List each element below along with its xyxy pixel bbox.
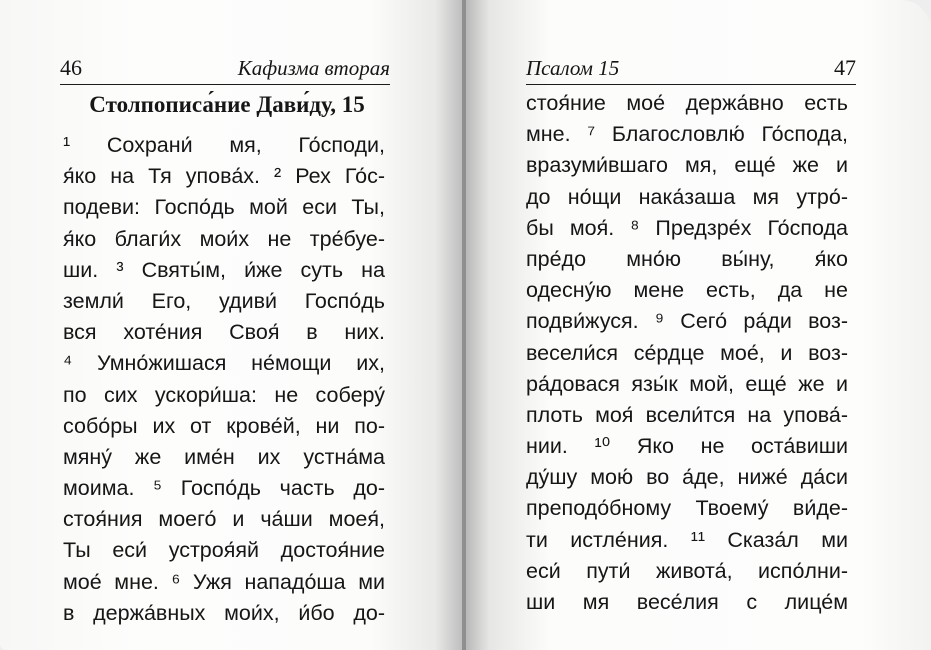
text-line: стоя́ние мое́ держа́вно есть [526, 91, 848, 115]
text-line: весели́ся се́рдце мое́, и воз- [526, 340, 848, 365]
right-running-header [526, 56, 856, 85]
right-text-block [526, 88, 848, 618]
left-page-number: 46 [60, 55, 82, 80]
text-line: собо́ры их от крове́й, ни по- [63, 413, 385, 438]
text-line: в держа́вных мои́х, и́бо до- [63, 600, 385, 625]
text-line: нии. ¹⁰ Яко не оста́виши [526, 434, 848, 459]
text-line: мяну́ же име́н их устна́ма [63, 444, 385, 469]
text-line: я́ко на Тя упова́х. ² Рех Го́с- [63, 164, 385, 189]
text-line: стоя́ния моего́ и ча́ши моея́, [63, 507, 385, 532]
text-line: ши мя весе́лия с лице́м [526, 590, 848, 614]
text-line: вся хоте́ния Своя́ в них. [63, 320, 385, 345]
text-line: подви́жуся. ⁹ Сего́ ра́ди воз- [526, 309, 848, 334]
text-line: плоть моя́ всели́тся на упова́- [526, 402, 848, 427]
right-running-title: Псалом 15 [526, 56, 620, 80]
left-running-header [60, 56, 390, 85]
left-running-title: Кафизма вторая [237, 56, 390, 80]
text-line: Ты еси́ устроя́яй достоя́ние [63, 538, 385, 563]
text-line: подеви: Госпо́дь мой еси Ты, [63, 195, 385, 220]
text-line: бы моя́. ⁸ Предзре́х Го́спода [526, 215, 848, 240]
text-line: еси́ пути́ живота́, испо́лни- [526, 558, 848, 583]
text-line: ду́шу мою́ во а́де, ниже́ да́си [526, 465, 848, 490]
text-line: по сих ускори́ша: не соберу́ [63, 382, 385, 407]
text-line: пре́до мно́ю вы́ну, я́ко [526, 246, 848, 271]
psalm-heading: Столпописа́ние Дави́ду, 15 [89, 92, 365, 117]
text-line: преподо́бному Твоему́ ви́де- [526, 496, 848, 521]
text-line: я́ко благи́х мои́х не тре́буе- [63, 226, 385, 251]
text-line: моима. ⁵ Госпо́дь часть до- [63, 476, 385, 501]
text-line: одесну́ю мене есть, да не [526, 278, 848, 303]
right-page [466, 0, 931, 650]
text-line: ти истле́ния. ¹¹ Сказа́л ми [526, 527, 848, 552]
text-line: земли́ Его, удиви́ Госпо́дь [63, 288, 385, 313]
text-line: ⁴ Умно́жишася не́мощи их, [63, 351, 385, 376]
text-line: ¹ Сохрани́ мя, Го́споди, [63, 133, 385, 157]
text-line: вразуми́вшаго мя, еще́ же и [526, 153, 848, 178]
left-text-block [63, 130, 385, 629]
text-line: ра́довася язы́к мой, еще́ же и [526, 371, 848, 396]
left-page [0, 0, 463, 650]
text-line: ши. ³ Святы́м, и́же суть на [63, 257, 385, 282]
text-line: мне. ⁷ Благословлю́ Го́спода, [526, 122, 848, 147]
text-line: до но́щи нака́заша мя утро́- [526, 184, 848, 209]
right-page-number: 47 [834, 55, 856, 80]
text-line: мое́ мне. ⁶ Ужя нападо́ша ми [63, 569, 385, 594]
